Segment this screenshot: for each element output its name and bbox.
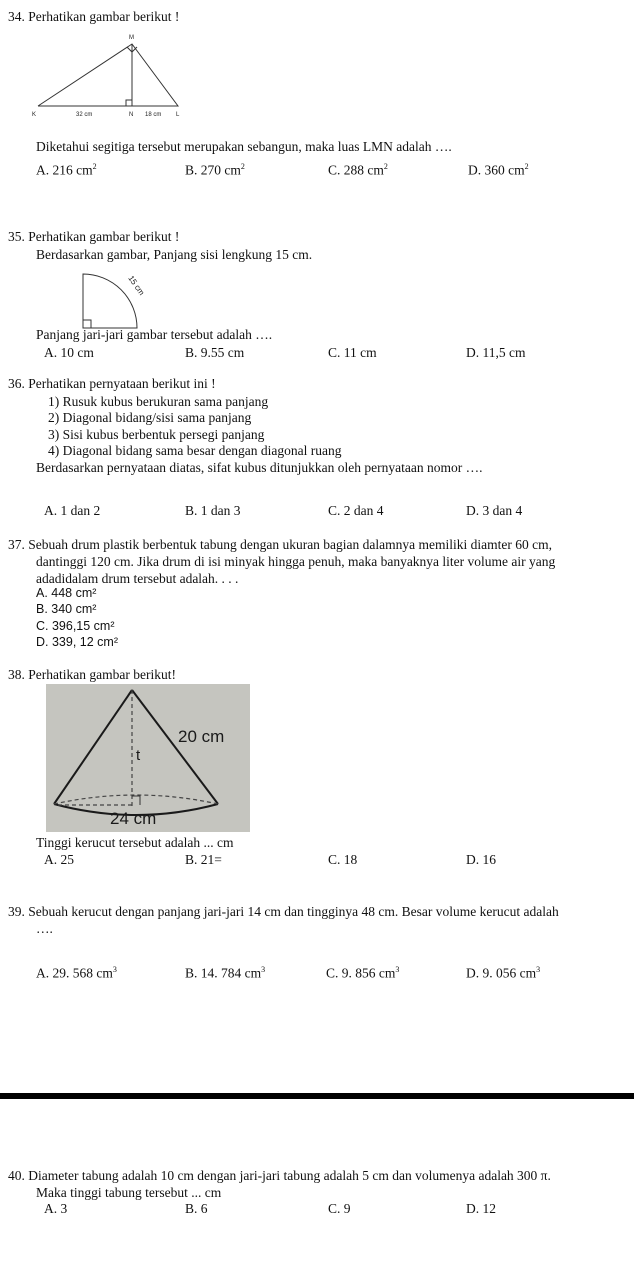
q40-option-d[interactable]: D. 12 <box>466 1201 496 1216</box>
option-label: A. 216 cm <box>36 162 93 178</box>
cone-figure <box>46 684 250 832</box>
cone-left-slant <box>54 690 132 804</box>
q36-heading: 36. Perhatikan pernyataan berikut ini ! <box>8 376 216 391</box>
option-exponent: 3 <box>395 965 400 974</box>
q36-option-a[interactable]: A. 1 dan 2 <box>44 503 101 518</box>
q40-option-c[interactable]: C. 9 <box>328 1201 351 1216</box>
vertex-m-label: M <box>129 35 134 41</box>
q38-cone-photo <box>46 684 250 832</box>
q40-text-line-1: 40. Diameter tabung adalah 10 cm dengan jari-jari tabung adalah 5 cm dan volumenya adalah 300 π. <box>8 1168 551 1183</box>
q38-option-d[interactable]: D. 16 <box>466 852 496 867</box>
arc-length-label: 15 cm <box>126 273 147 298</box>
cone-right-slant <box>132 690 218 804</box>
q34-option-c[interactable] <box>328 163 388 178</box>
q34-option-d[interactable] <box>468 163 529 178</box>
q38-heading: 38. Perhatikan gambar berikut! <box>8 667 176 682</box>
triangle-outline <box>38 44 178 106</box>
q39-option-a[interactable] <box>36 966 117 981</box>
q37-option-a[interactable]: A. 448 cm² <box>36 586 97 600</box>
option-label: B. 270 cm <box>185 162 241 178</box>
q36-option-b[interactable]: B. 1 dan 3 <box>185 503 241 518</box>
option-exponent: 3 <box>261 965 266 974</box>
option-label: A. 29. 568 cm <box>36 965 113 981</box>
q34-heading: 34. Perhatikan gambar berikut ! <box>8 9 180 24</box>
q34-option-a[interactable] <box>36 163 97 178</box>
q35-quarter-circle-figure <box>78 270 158 332</box>
q36-question-text: Berdasarkan pernyataan diatas, sifat kubus ditunjukkan oleh pernyataan nomor …. <box>36 460 483 475</box>
vertex-l-label: L <box>176 112 180 118</box>
q34-option-b[interactable] <box>185 163 245 178</box>
q39-text-line-1: 39. Sebuah kerucut dengan panjang jari-jari 14 cm dan tingginya 48 cm. Besar volume kerucut adalah <box>8 904 559 919</box>
q40-text-line-2: Maka tinggi tabung tersebut ... cm <box>36 1185 222 1200</box>
slant-label: 20 cm <box>178 727 225 746</box>
q37-option-c[interactable]: C. 396,15 cm² <box>36 619 115 633</box>
option-exponent: 3 <box>536 965 541 974</box>
q35-option-d[interactable]: D. 11,5 cm <box>466 345 526 360</box>
q35-text-2: Panjang jari-jari gambar tersebut adalah …. <box>36 327 273 342</box>
q39-option-c[interactable] <box>326 966 399 981</box>
q37-option-d[interactable]: D. 339, 12 cm² <box>36 635 118 649</box>
q39-option-d[interactable] <box>466 966 540 981</box>
q36-item-2: 2) Diagonal bidang/sisi sama panjang <box>48 410 252 425</box>
q37-text-line-2: dantinggi 120 cm. Jika drum di isi minyak hingga penuh, maka banyaknya liter volume air yang <box>36 554 556 569</box>
page-separator <box>0 1093 634 1099</box>
q34-triangle-figure <box>30 30 185 120</box>
q36-item-3: 3) Sisi kubus berbentuk persegi panjang <box>48 427 265 442</box>
q34-question-text: Diketahui segitiga tersebut merupakan sebangun, maka luas LMN adalah …. <box>36 139 452 154</box>
q37-text-line-1: 37. Sebuah drum plastik berbentuk tabung dengan ukuran bagian dalamnya memiliki diamter 60 cm, <box>8 537 552 552</box>
q39-option-b[interactable] <box>185 966 265 981</box>
q35-option-c[interactable]: C. 11 cm <box>328 345 377 360</box>
option-exponent: 2 <box>524 162 529 171</box>
q36-item-4: 4) Diagonal bidang sama besar dengan diagonal ruang <box>48 443 342 458</box>
option-exponent: 2 <box>92 162 97 171</box>
q35-text-1: Berdasarkan gambar, Panjang sisi lengkung 15 cm. <box>36 247 313 262</box>
option-label: D. 9. 056 cm <box>466 965 537 981</box>
q38-option-c[interactable]: C. 18 <box>328 852 358 867</box>
height-label: t <box>136 747 141 764</box>
q36-option-c[interactable]: C. 2 dan 4 <box>328 503 384 518</box>
option-exponent: 2 <box>383 162 388 171</box>
q36-item-1: 1) Rusuk kubus berukuran sama panjang <box>48 394 269 409</box>
option-label: B. 14. 784 cm <box>185 965 262 981</box>
option-exponent: 2 <box>240 162 245 171</box>
option-label: C. 288 cm <box>328 162 384 178</box>
kn-length-label: 32 cm <box>76 112 93 118</box>
q38-question-text: Tinggi kerucut tersebut adalah ... cm <box>36 835 234 850</box>
vertex-k-label: K <box>32 112 37 118</box>
q40-option-b[interactable]: B. 6 <box>185 1201 208 1216</box>
q39-text-line-2: …. <box>36 921 53 936</box>
right-angle-mark <box>126 100 132 106</box>
option-label: C. 9. 856 cm <box>326 965 396 981</box>
q36-option-d[interactable]: D. 3 dan 4 <box>466 503 523 518</box>
option-exponent: 3 <box>112 965 117 974</box>
q37-option-b[interactable]: B. 340 cm² <box>36 602 97 616</box>
right-angle-mark <box>132 796 140 805</box>
q37-text-line-3: adadidalam drum tersebut adalah. . . . <box>36 571 239 586</box>
q38-option-b[interactable]: B. 21= <box>185 852 222 867</box>
diameter-label: 24 cm <box>110 809 157 828</box>
q38-option-a[interactable]: A. 25 <box>44 852 74 867</box>
q35-option-a[interactable]: A. 10 cm <box>44 345 94 360</box>
q40-option-a[interactable]: A. 3 <box>44 1201 68 1216</box>
q35-heading: 35. Perhatikan gambar berikut ! <box>8 229 180 244</box>
vertex-n-label: N <box>129 112 134 118</box>
q35-option-b[interactable]: B. 9.55 cm <box>185 345 245 360</box>
nl-length-label: 18 cm <box>145 112 162 118</box>
option-label: D. 360 cm <box>468 162 525 178</box>
